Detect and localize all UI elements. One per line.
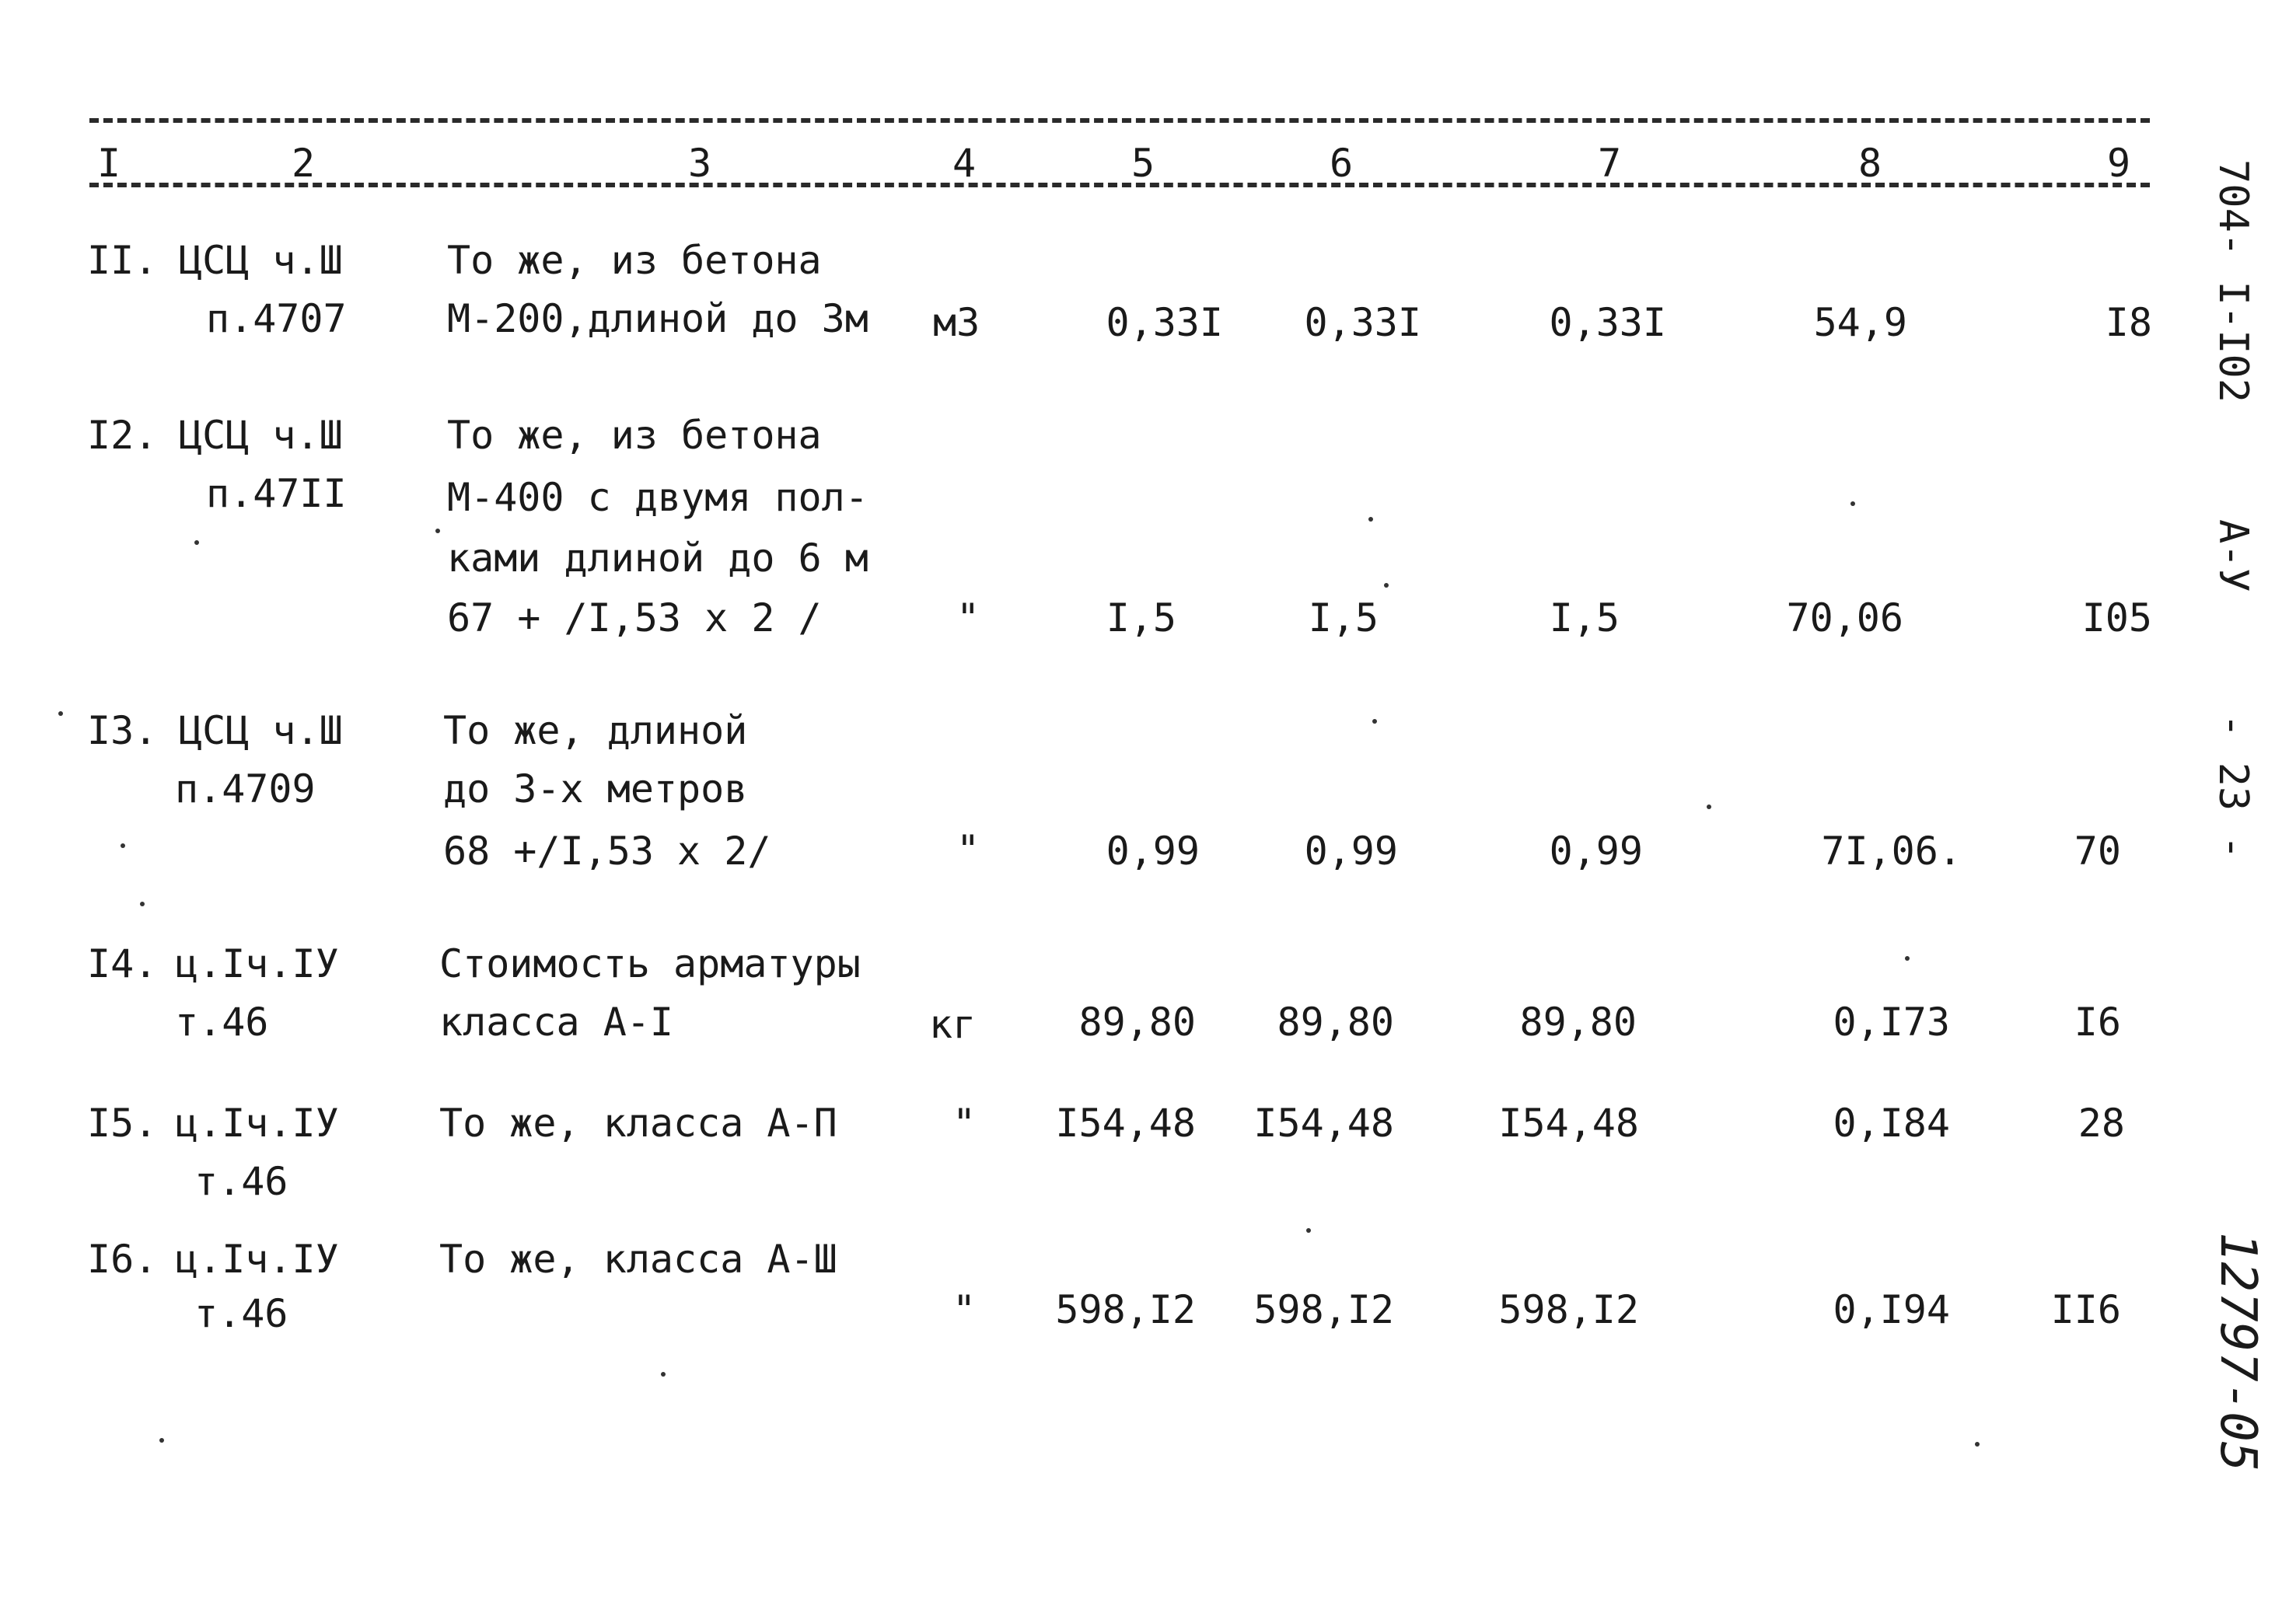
row-description-line-1: То же, класса А-П: [439, 1101, 837, 1146]
row-number: I3.: [87, 708, 158, 753]
row-col6: 0,99: [1304, 829, 1398, 874]
row-description-line-2: до 3-х метров: [443, 766, 748, 811]
row-number: I6.: [87, 1237, 158, 1282]
column-header-2: 2: [292, 141, 316, 186]
row-number: I5.: [87, 1101, 158, 1146]
row-col8: 0,I73: [1833, 1000, 1950, 1045]
header-top-rule: [89, 118, 2150, 123]
scan-speck: [1975, 1442, 1980, 1447]
page-number: - 23 -: [2210, 714, 2256, 860]
row-col7: I54,48: [1498, 1101, 1639, 1146]
row-unit: ": [952, 1287, 977, 1332]
row-col5: I,5: [1106, 595, 1176, 640]
row-code-line-2: т.46: [175, 1000, 269, 1045]
row-code-line-2: т.46: [194, 1159, 288, 1204]
column-header-9: 9: [2107, 141, 2131, 186]
scan-speck: [121, 843, 125, 848]
row-number: II.: [87, 238, 158, 283]
row-col7: 0,99: [1549, 829, 1643, 874]
row-description-line-1: То же, из бетона: [447, 238, 822, 283]
row-description-line-1: То же, длиной: [443, 708, 748, 753]
row-col7: 598,I2: [1498, 1287, 1639, 1332]
row-code-line-2: т.46: [194, 1291, 288, 1336]
column-header-6: 6: [1330, 141, 1354, 186]
row-code-line-1: ц.Iч.IУ: [175, 1101, 339, 1146]
row-col8: 0,I94: [1833, 1287, 1950, 1332]
row-col5: 0,33I: [1106, 300, 1223, 345]
scan-speck: [58, 711, 63, 716]
row-col6: 89,80: [1277, 1000, 1394, 1045]
row-col9: 28: [2078, 1101, 2125, 1146]
row-unit: ": [952, 1101, 977, 1146]
column-header-4: 4: [952, 141, 977, 186]
scan-speck: [1384, 583, 1389, 588]
row-description-line-2: М-400 с двумя пол-: [447, 475, 868, 520]
scan-speck: [194, 540, 199, 545]
column-header-3: 3: [688, 141, 712, 186]
row-unit: кг: [929, 1002, 977, 1047]
row-description-line-1: То же, из бетона: [447, 413, 822, 458]
row-col7: 89,80: [1519, 1000, 1637, 1045]
row-col6: I54,48: [1253, 1101, 1394, 1146]
row-col5: 0,99: [1106, 829, 1200, 874]
row-col9: II6: [2050, 1287, 2121, 1332]
row-col9: 70: [2074, 829, 2121, 874]
inventory-number: 12797-05: [2209, 1232, 2266, 1472]
row-col8: 70,06: [1786, 595, 1903, 640]
row-col9: I8: [2105, 300, 2152, 345]
row-code-line-2: п.47II: [206, 471, 347, 516]
row-col9: I05: [2081, 595, 2152, 640]
row-code-line-1: ц.Iч.IУ: [175, 1237, 339, 1282]
row-col8: 54,9: [1813, 300, 1907, 345]
row-description-line-2: класса А-I: [439, 1000, 674, 1045]
row-col5: 598,I2: [1055, 1287, 1196, 1332]
row-code-line-2: п.4709: [175, 766, 316, 811]
scan-speck: [1850, 501, 1855, 506]
row-unit: ": [956, 595, 980, 640]
row-col6: I,5: [1308, 595, 1379, 640]
row-col9: I6: [2074, 1000, 2121, 1045]
column-header-5: 5: [1131, 141, 1155, 186]
row-col8: 7I,06.: [1821, 829, 1962, 874]
row-number: I2.: [87, 413, 158, 458]
scan-speck: [1905, 956, 1910, 961]
row-col5: I54,48: [1055, 1101, 1196, 1146]
row-number: I4.: [87, 941, 158, 986]
row-unit: м3: [933, 300, 980, 345]
header-bottom-rule: [89, 183, 2150, 187]
row-description-line-3: 68 +/I,53 x 2/: [443, 829, 771, 874]
scan-speck: [1372, 719, 1377, 724]
row-code-line-1: ЦСЦ ч.Ш: [179, 413, 343, 458]
row-code-line-1: ц.Iч.IУ: [175, 941, 339, 986]
row-col7: 0,33I: [1549, 300, 1666, 345]
row-col7: I,5: [1549, 595, 1620, 640]
scan-speck: [661, 1372, 666, 1377]
row-description-line-1: То же, класса А-Ш: [439, 1237, 837, 1282]
column-header-1: I: [97, 141, 121, 186]
row-unit: ": [956, 827, 980, 872]
row-col6: 0,33I: [1304, 300, 1421, 345]
scan-speck: [140, 902, 145, 906]
row-description-line-1: Стоимость арматуры: [439, 941, 861, 986]
column-header-7: 7: [1598, 141, 1622, 186]
row-code-line-2: п.4707: [206, 296, 347, 341]
scan-speck: [159, 1438, 164, 1443]
row-col5: 89,80: [1078, 1000, 1196, 1045]
document-code: 704- I-I02: [2210, 159, 2256, 403]
row-code-line-1: ЦСЦ ч.Ш: [179, 238, 343, 283]
scan-speck: [1306, 1228, 1311, 1233]
row-col6: 598,I2: [1253, 1287, 1394, 1332]
row-description-line-3: ками длиной до 6 м: [447, 536, 868, 581]
column-header-8: 8: [1858, 141, 1882, 186]
row-code-line-1: ЦСЦ ч.Ш: [179, 708, 343, 753]
row-description-line-2: М-200,длиной до 3м: [447, 296, 868, 341]
scan-speck: [435, 529, 440, 533]
album-label: А-У: [2210, 519, 2256, 592]
row-description-line-4: 67 + /I,53 x 2 /: [447, 595, 822, 640]
scan-speck: [1707, 805, 1711, 809]
scan-speck: [1368, 517, 1373, 522]
row-col8: 0,I84: [1833, 1101, 1950, 1146]
